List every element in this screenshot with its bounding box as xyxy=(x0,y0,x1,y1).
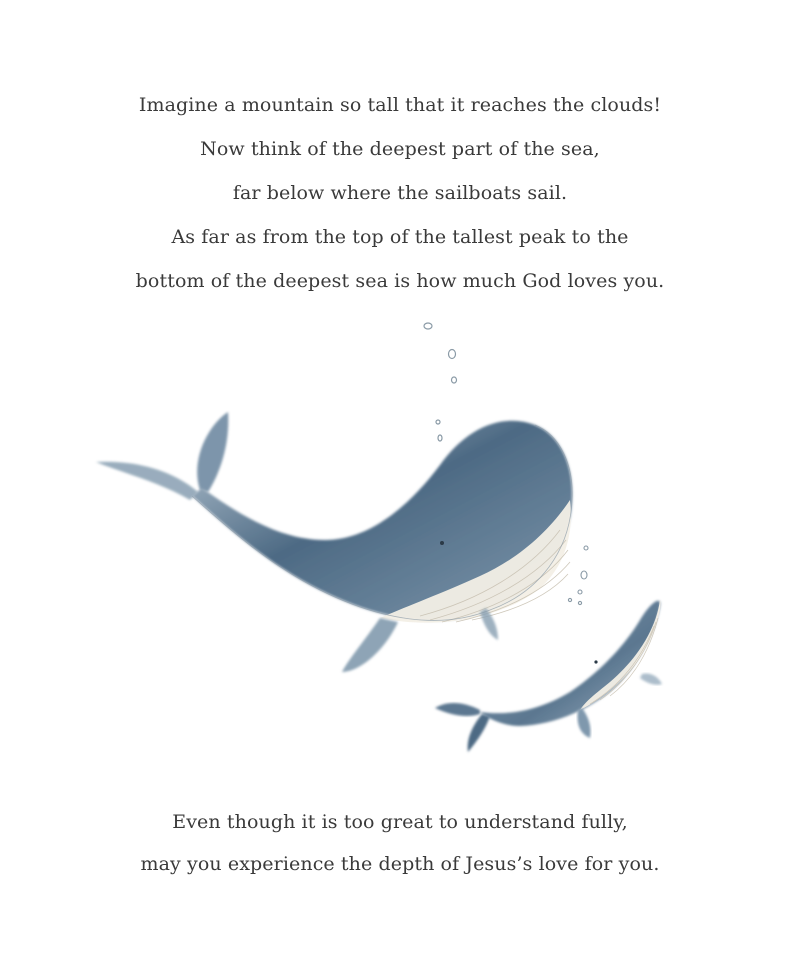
bubbles-big-whale xyxy=(424,323,457,441)
text-line: may you experience the depth of Jesus’s love for you. xyxy=(140,853,660,875)
small-whale xyxy=(435,600,662,752)
bubble xyxy=(436,420,440,424)
whales-illustration xyxy=(80,300,700,780)
bubble xyxy=(578,601,581,604)
big-whale-tail xyxy=(197,412,228,492)
bottom-paragraph xyxy=(0,805,800,889)
bubble xyxy=(452,377,457,383)
text-line: far below where the sailboats sail. xyxy=(232,182,568,204)
small-whale-eye xyxy=(594,660,597,663)
bubble xyxy=(424,323,432,329)
text-line: Imagine a mountain so tall that it reaches the clouds! xyxy=(138,94,662,116)
bubbles-small-whale xyxy=(568,546,588,605)
bubble xyxy=(438,435,442,441)
bubble xyxy=(568,598,571,601)
bubble xyxy=(449,350,456,359)
top-paragraph xyxy=(0,88,800,308)
bubble xyxy=(584,546,588,550)
small-whale-tail xyxy=(435,703,480,716)
big-whale-flipper xyxy=(342,618,398,672)
bubble xyxy=(578,590,582,594)
text-line: Now think of the deepest part of the sea, xyxy=(200,138,600,160)
big-whale xyxy=(96,412,572,672)
text-line: bottom of the deepest sea is how much God loves you. xyxy=(135,270,665,292)
text-line: Even though it is too great to understand fully, xyxy=(172,811,628,833)
bubble xyxy=(581,571,587,579)
big-whale-eye xyxy=(440,541,444,545)
text-line: As far as from the top of the tallest peak to the xyxy=(171,226,629,248)
small-whale-flipper xyxy=(578,708,591,738)
